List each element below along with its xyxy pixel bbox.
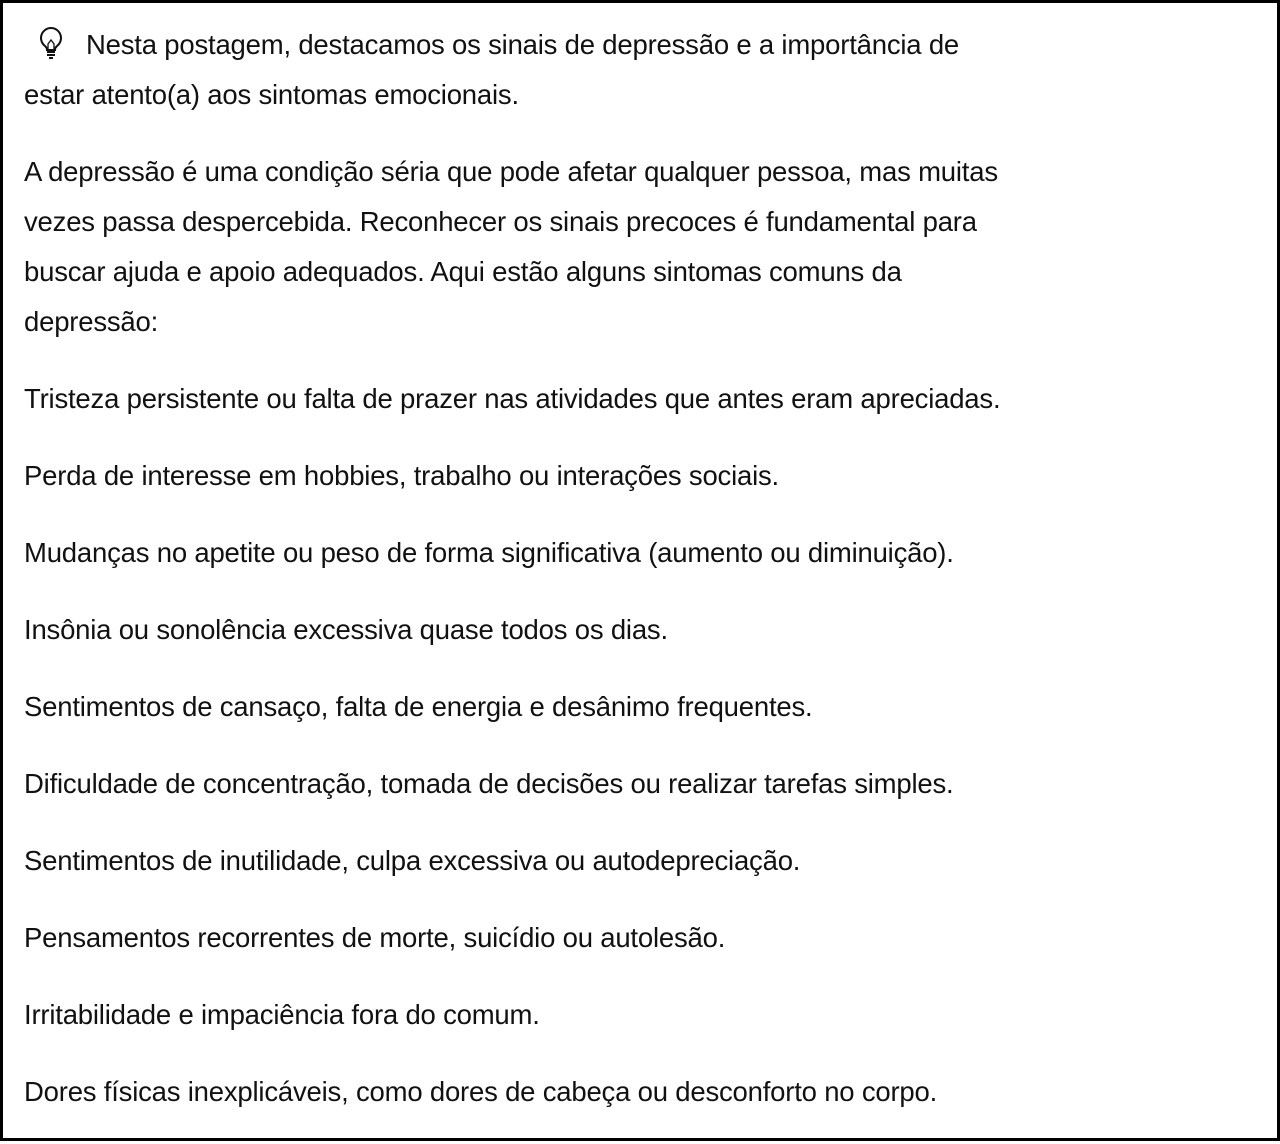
symptom-item: Tristeza persistente ou falta de prazer nas atividades que antes eram apreciadas. [24,383,1001,414]
description-line: buscar ajuda e apoio adequados. Aqui estão alguns sintomas comuns da [24,256,902,287]
description-line: depressão: [24,306,159,337]
description-paragraph [24,147,1000,347]
symptom-item: Sentimentos de cansaço, falta de energia e desânimo frequentes. [24,691,813,722]
symptom-item: Dificuldade de concentração, tomada de decisões ou realizar tarefas simples. [24,768,954,799]
intro-text: Nesta postagem, destacamos os sinais de depressão e a importância de [86,29,960,60]
intro-line-1 [24,20,1000,70]
symptom-item: Dores físicas inexplicáveis, como dores de cabeça ou desconforto no corpo. [24,1076,938,1107]
symptom-item: Insônia ou sonolência excessiva quase todos os dias. [24,614,668,645]
description-line: A depressão é uma condição séria que pode afetar qualquer pessoa, mas muitas [24,156,998,187]
document-content [24,20,1000,1144]
symptom-item: Mudanças no apetite ou peso de forma significativa (aumento ou diminuição). [24,537,954,568]
intro-paragraph [24,20,1000,120]
lightbulb-icon [36,26,66,60]
description-line: vezes passa despercebida. Reconhecer os sinais precoces é fundamental para [24,206,977,237]
intro-line-2: estar atento(a) aos sintomas emocionais. [24,79,519,110]
symptom-item: Perda de interesse em hobbies, trabalho ou interações sociais. [24,460,779,491]
symptom-item: Pensamentos recorrentes de morte, suicídio ou autolesão. [24,922,726,953]
symptom-item: Irritabilidade e impaciência fora do comum. [24,999,540,1030]
symptom-item: Sentimentos de inutilidade, culpa excessiva ou autodepreciação. [24,845,801,876]
